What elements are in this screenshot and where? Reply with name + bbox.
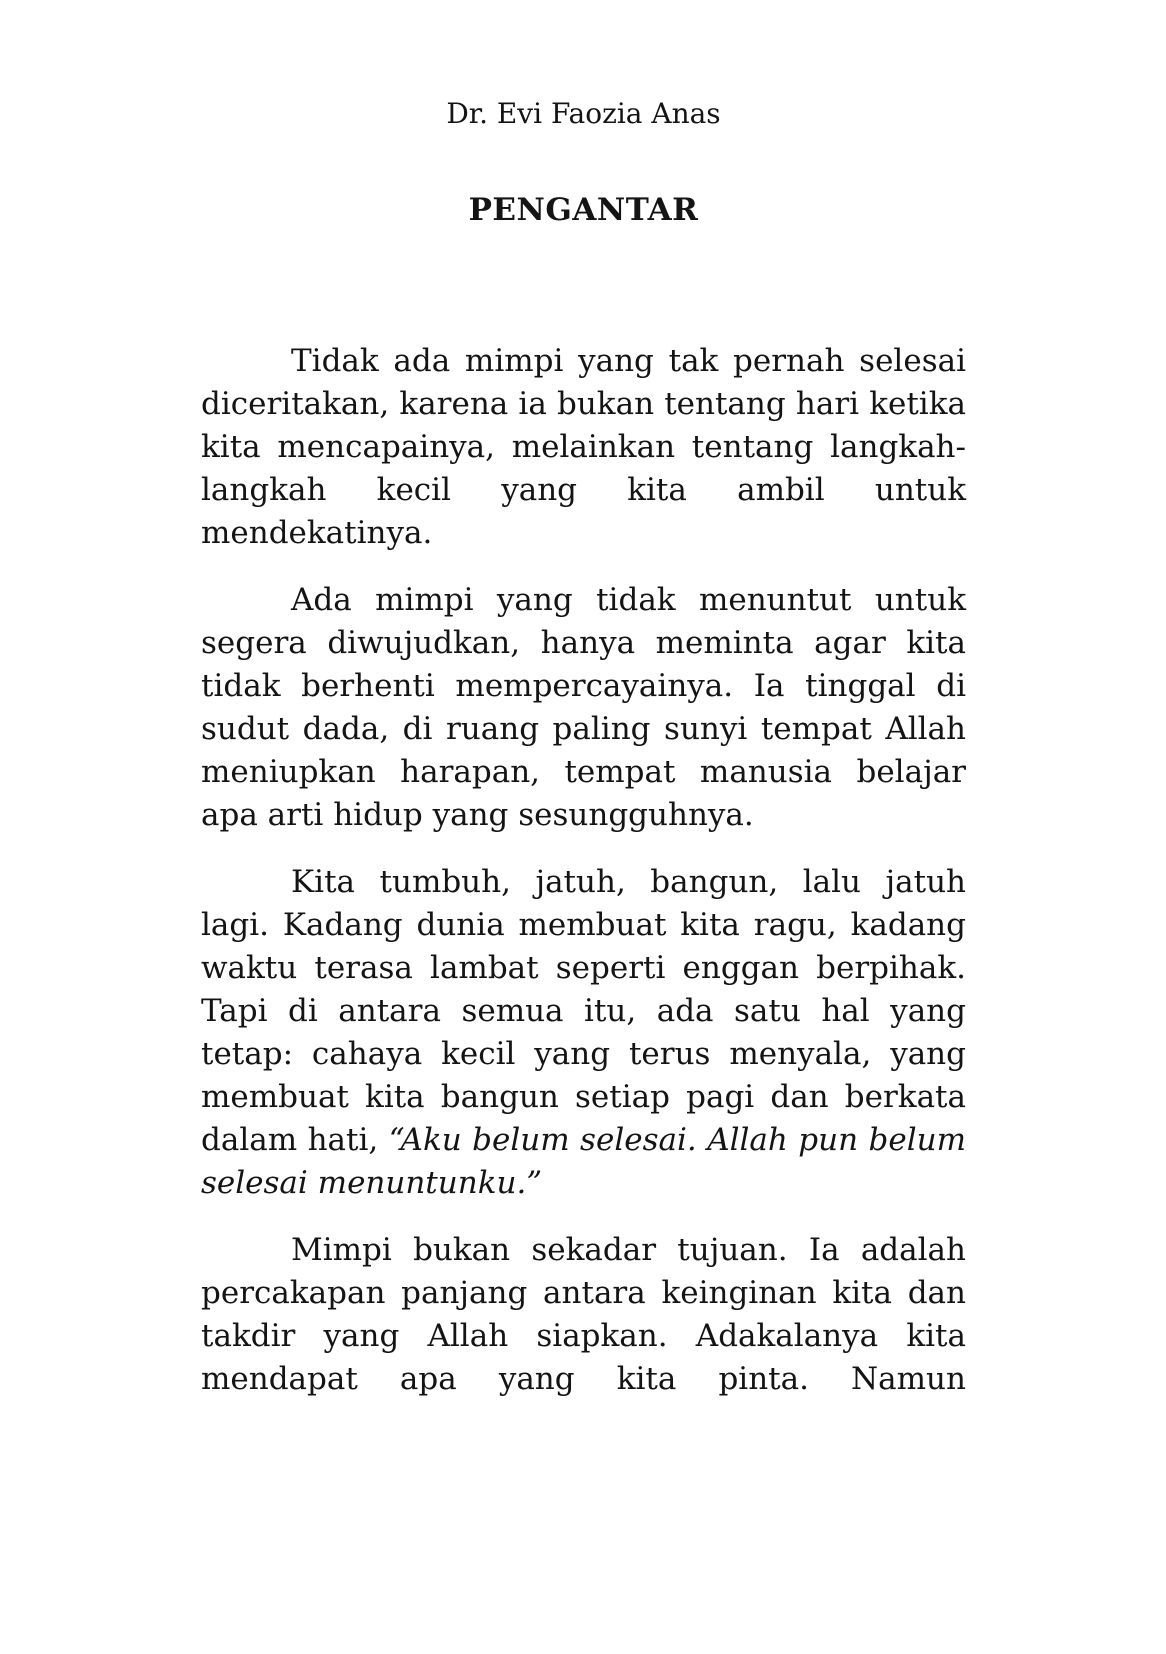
paragraph	[201, 579, 966, 837]
paragraph-text: Tidak ada mimpi yang tak pernah selesai diceritakan, karena ia bukan tentang hari ketika kita mencapainya, melainkan tentang langkah-langkah kecil yang kita ambil untuk mendekatinya.	[201, 343, 966, 551]
paragraph-text: Kita tumbuh, jatuh, bangun, lalu jatuh lagi. Kadang dunia membuat kita ragu, kadang waktu terasa lambat seperti enggan berpihak. Tapi di antara semua itu, ada satu hal yang tetap: cahaya kecil yang terus menyala, yang membuat kita bangun setiap pagi dan berkata dalam hati,	[201, 864, 966, 1158]
author-line: Dr. Evi Faozia Anas	[446, 97, 721, 130]
paragraph	[201, 340, 966, 555]
body-paragraphs	[201, 340, 966, 1401]
quote-italic-text: “Aku belum selesai. Allah pun belum selesai menuntunku.”	[201, 1122, 966, 1201]
paragraph	[201, 861, 966, 1205]
page-title: PENGANTAR	[468, 192, 699, 228]
paragraph	[201, 1229, 966, 1401]
paragraph-text: Ada mimpi yang tidak menuntut untuk segera diwujudkan, hanya meminta agar kita tidak berhenti mempercayainya. Ia tinggal di sudut dada, di ruang paling sunyi tempat Allah meniupkan harapan, tempat manusia belajar apa arti hidup yang sesungguhnya.	[201, 582, 966, 833]
paragraph-text: Mimpi bukan sekadar tujuan. Ia adalah percakapan panjang antara keinginan kita dan takdir yang Allah siapkan. Adakalanya kita mendapat apa yang kita pinta. Namun	[201, 1232, 966, 1397]
